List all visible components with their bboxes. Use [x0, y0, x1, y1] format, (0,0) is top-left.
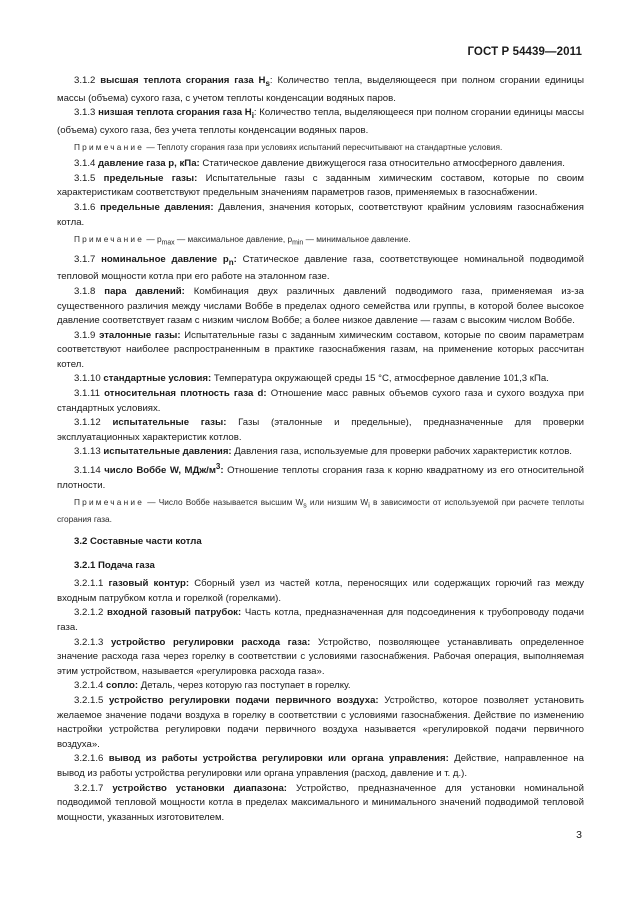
- paragraph-3-1-11: 3.1.11 относительная плотность газа d: Отношение масс равных объемов сухого газа и сухого воздуха при стандартных условиях.: [57, 388, 584, 414]
- paragraph-3-2-1-6: 3.2.1.6 вывод из работы устройства регулировки или органа управления: Действие, направленное на вывод из работы устройства регулировки или органа управления (расход, давление и т. д.).: [57, 753, 584, 779]
- note-pressures: Примечание — $p_{max}$ — максимальное давление, $p_{min}$ — минимальное давление.: [74, 234, 411, 247]
- document-header: ГОСТ Р 54439—2011: [467, 46, 582, 58]
- paragraph-3-2-1-5: 3.2.1.5 устройство регулировки подачи первичного воздуха: Устройство, которое позволяет установить желаемое значение подачи воздуха в горелку в соответствии с условиями газоснабжения. Действие по изменению настройки устройства регулировки подачи первичного воздуха называется «регулировкой подачи первичного воздуха».: [57, 695, 584, 750]
- paragraph-3-1-3: 3.1.3 низшая теплота сгорания газа $H_i$: Количество тепла, выделяющееся при полном сгорании единицы массы (объема) сухого газа, без учета теплоты конденсации водяных паров.: [57, 107, 584, 136]
- paragraph-3-2-1-3: 3.2.1.3 устройство регулировки расхода газа: Устройство, позволяющее устанавливать определенное значение расхода газа через горелку в соответствии с условиями газоснабжения. Рабочая операция, выполняемая этим устройством, называется «регулировка расхода газа».: [57, 636, 584, 677]
- paragraph-3-2-1-7: 3.2.1.7 устройство установки диапазона: Устройство, предназначенное для установки номинальной подводимой тепловой мощности котла в пределах максимального и минимального значений подводимой тепловой мощности, указанных изготовителем.: [57, 782, 584, 823]
- note-heat-of-combustion: Примечание — Теплоту сгорания газа при условиях испытаний пересчитывают на стандартные условия.: [74, 142, 503, 153]
- paragraph-3-2-1-2: 3.2.1.2 входной газовый патрубок: Часть котла, предназначенная для подсоединения к трубопроводу подачи газа.: [57, 607, 584, 634]
- paragraph-3-1-7: 3.1.7 номинальное давление $p_n$: Статическое давление газа, соответствующее номинальной подводимой тепловой мощности котла при его работе на эталонном газе.: [57, 253, 584, 283]
- paragraph-3-2-1-4: 3.2.1.4 сопло: Деталь, через которую газ поступает в горелку.: [74, 680, 351, 692]
- paragraph-3-1-9: 3.1.9 эталонные газы: Испытательные газы с заданным химическим составом, которые по своим параметрам соответствуют наиболее распространенным в практике газоснабжения газам, на применение которых рассчитан котел.: [57, 329, 584, 370]
- paragraph-3-1-8: 3.1.8 пара давлений: Комбинация двух различных давлений подводимого газа, применяемая из-за существенного различия между числами Воббе в пределах одного семейства или группы, в которой более высокое давление соответствует газам с низким числом Воббе; а более низкое давление — газам с высоким числом Воббе.: [57, 285, 584, 327]
- page-number: 3: [576, 829, 582, 841]
- paragraph-3-2-1-1: 3.2.1.1 газовый контур: Сборный узел из частей котла, переносящих или содержащих горючий газ между входным патрубком котла и горелкой (горелками).: [57, 578, 584, 604]
- paragraph-3-1-6: 3.1.6 предельные давления: Давления, значения которых, соответствуют крайним условиям газоснабжения котла.: [57, 201, 584, 228]
- paragraph-3-1-2: 3.1.2 высшая теплота сгорания газа $H_s$: Количество тепла, выделяющееся при полном сгорании единицы массы (объема) сухого газа, с учетом теплоты конденсации водяных паров.: [57, 75, 584, 104]
- paragraph-3-1-4: 3.1.4 давление газа p, кПа: Статическое давление движущегося газа относительно атмосферного давления.: [74, 158, 565, 170]
- paragraph-3-1-12: 3.1.12 испытательные газы: Газы (эталонные и предельные), предназначенные для проверки эксплуатационных характеристик котлов.: [57, 417, 584, 443]
- paragraph-3-1-13: 3.1.13 испытательные давления: Давления газа, используемые для проверки рабочих характеристик котлов.: [74, 446, 572, 458]
- section-3-2-1-heading: 3.2.1 Подача газа: [74, 559, 155, 571]
- paragraph-3-1-14: 3.1.14 число Воббе W, МДж/$м^3$: Отношение теплоты сгорания газа к корню квадратному из его относительной плотности.: [57, 462, 584, 491]
- section-3-2-heading: 3.2 Составные части котла: [74, 536, 202, 548]
- note-wobbe: Примечание — Число Воббе называется высшим $W_s$ или низшим $W_i$ в зависимости от используемой при расчете теплоты сгорания газа.: [57, 497, 585, 525]
- paragraph-3-1-10: 3.1.10 стандартные условия: Температура окружающей среды 15 °С, атмосферное давление 101,3 кПа.: [74, 373, 549, 385]
- document-body: [57, 74, 584, 825]
- paragraph-3-1-5: 3.1.5 предельные газы: Испытательные газы с заданным химическим составом, которые по своим характеристикам соответствуют предельным значениям параметров газов, применяемых в газоснабжении.: [57, 172, 584, 199]
